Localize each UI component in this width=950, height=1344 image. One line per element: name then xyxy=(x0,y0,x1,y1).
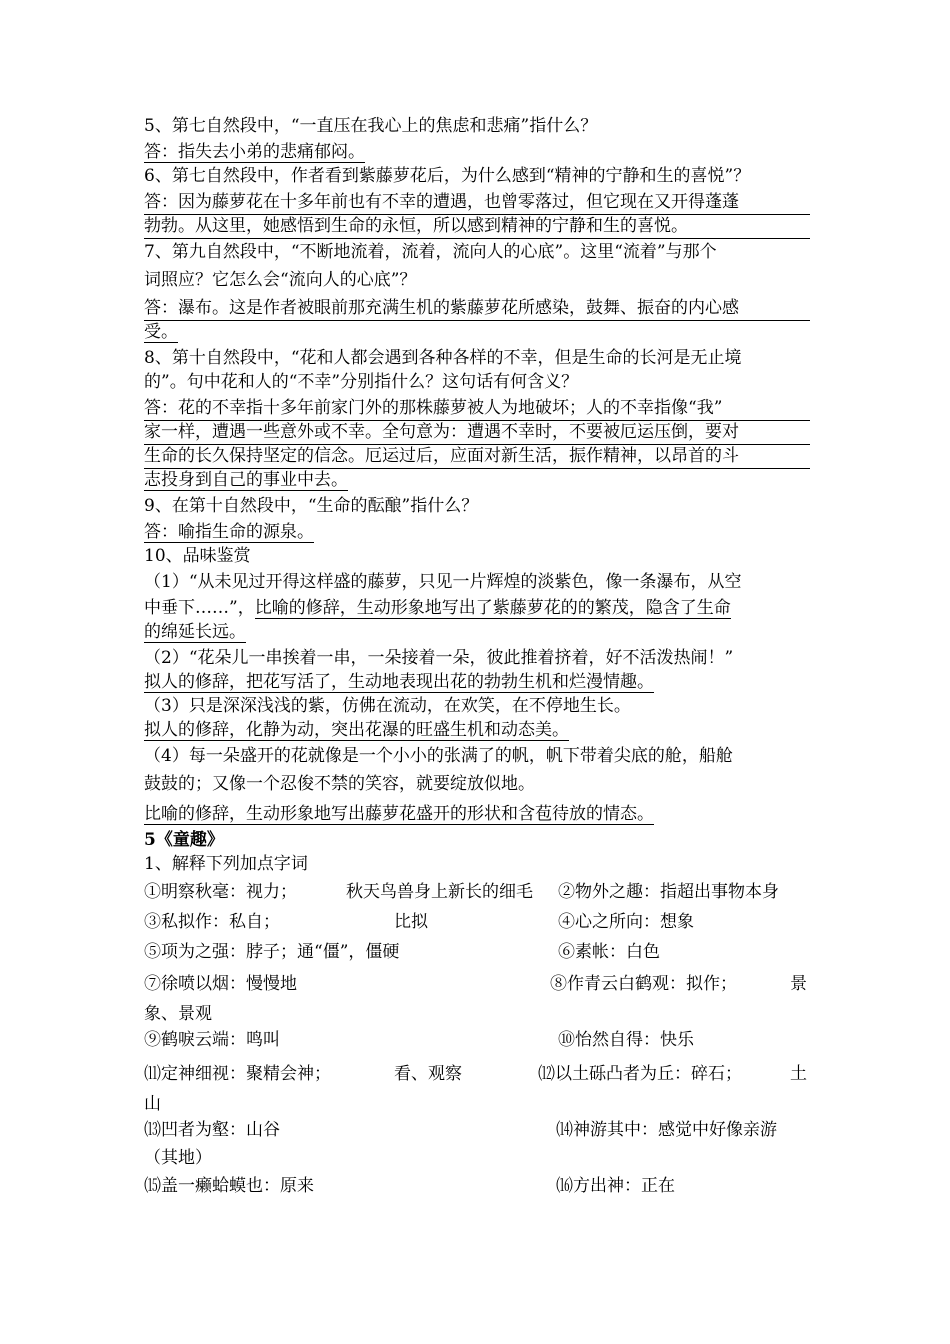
q10-item4-line1: （4）每一朵盛开的花就像是一个小小的张满了的帆，帆下带着尖底的舱，船舱 xyxy=(144,746,733,766)
q8-answer-line-2: 家一样，遭遇一些意外或不幸。全句意为：遭遇不幸时，不要被厄运压倒，要对 xyxy=(144,420,810,445)
q10-item1-line2-text: 中垂下……”， xyxy=(144,598,255,618)
vocab-9: ⑨鹤唳云端：鸣叫 xyxy=(144,1030,280,1050)
vocab-2: ②物外之趣：指超出事物本身 xyxy=(558,882,779,902)
vocab-12-meaning-2-cont: 山 xyxy=(144,1094,161,1114)
vocab-10: ⑩怡然自得：快乐 xyxy=(558,1030,694,1050)
vocab-12: ⑿以土砾凸者为丘：碎石； xyxy=(538,1064,742,1084)
q10-item4-line2: 鼓鼓的；又像一个忍俊不禁的笑容，就要绽放似地。 xyxy=(144,774,535,794)
q7-question-line-1: 7、第九自然段中，“不断地流着，流着，流向人的心底”。这里“流着”与那个 xyxy=(144,242,717,262)
q10-item3-line1: （3）只是深深浅浅的紫，仿佛在流动，在欢笑，在不停地生长。 xyxy=(144,696,631,716)
vocab-5: ⑤项为之强：脖子；通“僵”，僵硬 xyxy=(144,942,400,962)
q8-answer-line-1: 答：花的不幸指十多年前家门外的那株藤萝被人为地破坏；人的不幸指像“我” xyxy=(144,396,810,421)
q5-answer: 答：指失去小弟的悲痛郁闷。 xyxy=(144,142,365,162)
vocab-3: ③私拟作：私自； xyxy=(144,912,280,932)
q9-answer: 答：喻指生命的源泉。 xyxy=(144,522,314,542)
q10-item3-answer: 拟人的修辞，化静为动，突出花瀑的旺盛生机和动态美。 xyxy=(144,720,569,740)
q10-item1-line1: （1）“从未见过开得这样盛的藤萝，只见一片辉煌的淡紫色，像一条瀑布，从空 xyxy=(144,572,742,592)
vocab-11: ⑾定神细视：聚精会神； xyxy=(144,1064,331,1084)
vocab-8: ⑧作青云白鹤观：拟作； xyxy=(550,974,737,994)
vocab-15: ⒂盖一癞蛤蟆也：原来 xyxy=(144,1176,314,1196)
vocab-13: ⒀凹者为壑：山谷 xyxy=(144,1120,280,1140)
vocab-7: ⑦徐喷以烟：慢慢地 xyxy=(144,974,297,994)
vocab-8-meaning-2: 景 xyxy=(790,974,807,994)
q6-question: 6、第七自然段中，作者看到紫藤萝花后，为什么感到“精神的宁静和生的喜悦”？ xyxy=(144,166,751,186)
vocab-14: ⒁神游其中：感觉中好像亲游 xyxy=(556,1120,777,1140)
vocab-11-meaning-2: 看、观察 xyxy=(394,1064,462,1084)
q10-item1-answer-cont: 的绵延长远。 xyxy=(144,622,246,642)
vocab-1: ①明察秋毫：视力； xyxy=(144,882,297,902)
vocab-6: ⑥素帐：白色 xyxy=(558,942,660,962)
q6-answer-line-1: 答：因为藤萝花在十多年前也有不幸的遭遇，也曾零落过，但它现在又开得蓬蓬 xyxy=(144,190,810,215)
vocab-4: ④心之所向：想象 xyxy=(558,912,694,932)
q10-title: 10、品味鉴赏 xyxy=(144,546,251,566)
vocab-12-meaning-2: 土 xyxy=(790,1064,807,1084)
q7-question-line-2: 词照应？它怎么会“流向人的心底”？ xyxy=(144,270,417,290)
vocab-16: ⒃方出神：正在 xyxy=(556,1176,675,1196)
q10-item2-answer: 拟人的修辞，把花写活了，生动地表现出花的勃勃生机和烂漫情趣。 xyxy=(144,672,654,692)
q8-question-line-1: 8、第十自然段中，“花和人都会遇到各种各样的不幸，但是生命的长河是无止境 xyxy=(144,348,742,368)
vocab-8-meaning-2-cont: 象、景观 xyxy=(144,1004,212,1024)
q5-question: 5、第七自然段中，“一直压在我心上的焦虑和悲痛”指什么？ xyxy=(144,116,598,136)
vocab-14-cont: （其地） xyxy=(144,1148,212,1168)
q7-answer-line-2: 受。 xyxy=(144,322,178,342)
q10-item2-line1: （2）“花朵儿一串挨着一串，一朵接着一朵，彼此推着挤着，好不活泼热闹！” xyxy=(144,648,734,668)
q9-question: 9、在第十自然段中，“生命的酝酿”指什么？ xyxy=(144,496,479,516)
q8-answer-line-4: 志投身到自己的事业中去。 xyxy=(144,470,348,490)
q10-item1-answer: 比喻的修辞，生动形象地写出了紫藤萝花的的繁茂，隐含了生命 xyxy=(254,598,731,618)
q8-question-line-2: 的”。句中花和人的“不幸”分别指什么？这句话有何含义？ xyxy=(144,372,579,392)
q10-item4-answer: 比喻的修辞，生动形象地写出藤萝花盛开的形状和含苞待放的情态。 xyxy=(144,804,654,824)
q7-answer-line-1: 答：瀑布。这是作者被眼前那充满生机的紫藤萝花所感染，鼓舞、振奋的内心感 xyxy=(144,296,810,321)
section5-heading: 5《童趣》 xyxy=(144,830,224,850)
q6-answer-line-2: 勃勃。从这里，她感悟到生命的永恒，所以感到精神的宁静和生的喜悦。 xyxy=(144,214,810,239)
section5-task: 1、解释下列加点字词 xyxy=(144,854,308,874)
vocab-3-meaning-2: 比拟 xyxy=(394,912,428,932)
vocab-1-meaning-2: 秋天鸟兽身上新长的细毛 xyxy=(346,882,533,902)
q8-answer-line-3: 生命的长久保持坚定的信念。厄运过后，应面对新生活，振作精神，以昂首的斗 xyxy=(144,444,810,469)
